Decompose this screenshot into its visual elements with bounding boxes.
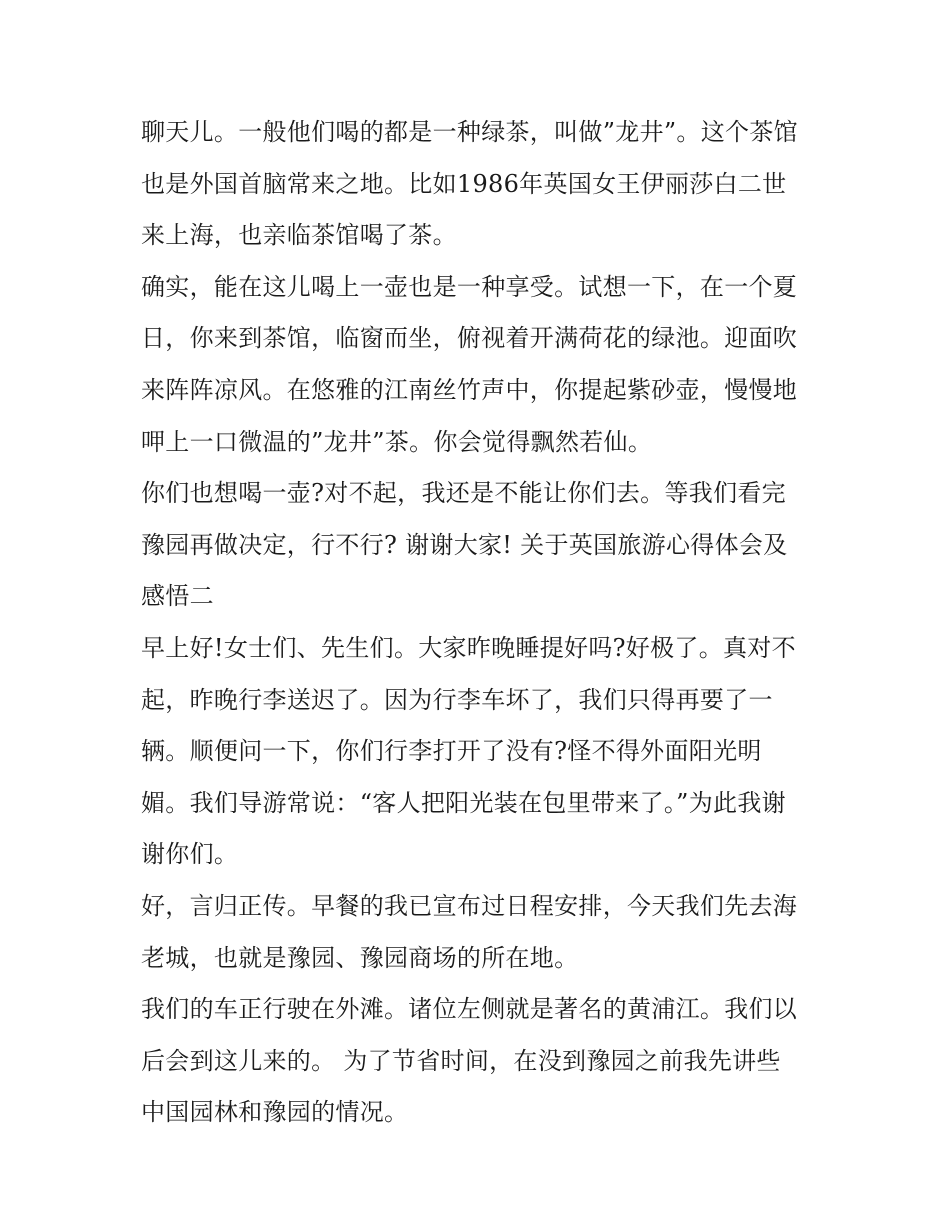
text-line-18: 我们的车正行驶在外滩。诸位左侧就是著名的黄浦江。我们以 [141,995,798,1024]
text-line-19: 后会到这儿来的。 为了节省时间，在没到豫园之前我先讲些 [141,1046,781,1075]
text-line-2: 也是外国首脑常来之地。比如1986年英国女王伊丽莎白二世 [141,169,787,198]
text-line-20: 中国园林和豫园的情况。 [141,1098,409,1127]
text-line-13: 辆。顺便问一下，你们行李打开了没有?怪不得外面阳光明 [141,737,762,766]
text-line-11: 早上好!女士们、先生们。大家昨晚睡提好吗?好极了。真对不 [141,633,796,662]
text-line-14: 媚。我们导游常说：“客人把阳光装在包里带来了。”为此我谢 [141,788,786,817]
text-line-15: 谢你们。 [141,840,239,869]
text-line-16: 好，言归正传。早餐的我已宣布过日程安排，今天我们先去海 [141,891,798,920]
text-line-8: 你们也想喝一壶?对不起，我还是不能让你们去。等我们看完 [141,479,786,508]
text-line-7: 呷上一口微温的”龙井”茶。你会觉得飘然若仙。 [141,427,653,456]
text-line-3: 来上海，也亲临茶馆喝了茶。 [141,221,457,250]
text-line-9: 豫园再做决定，行不行? 谢谢大家! 关于英国旅游心得体会及 [141,530,788,559]
text-line-17: 老城，也就是豫园、豫园商场的所在地。 [141,943,579,972]
text-line-1: 聊天儿。一般他们喝的都是一种绿茶，叫做”龙井”。这个茶馆 [141,118,798,146]
text-line-12: 起，昨晚行李送迟了。因为行李车坏了，我们只得再要了一 [141,685,773,714]
text-line-4: 确实，能在这儿喝上一壶也是一种享受。试想一下，在一个夏 [141,272,798,301]
text-line-10: 感悟二 [141,582,214,611]
document-body [141,107,813,1139]
text-line-6: 来阵阵凉风。在悠雅的江南丝竹声中，你提起紫砂壶，慢慢地 [141,375,798,404]
text-line-5: 日，你来到茶馆，临窗而坐，俯视着开满荷花的绿池。迎面吹 [141,324,798,353]
